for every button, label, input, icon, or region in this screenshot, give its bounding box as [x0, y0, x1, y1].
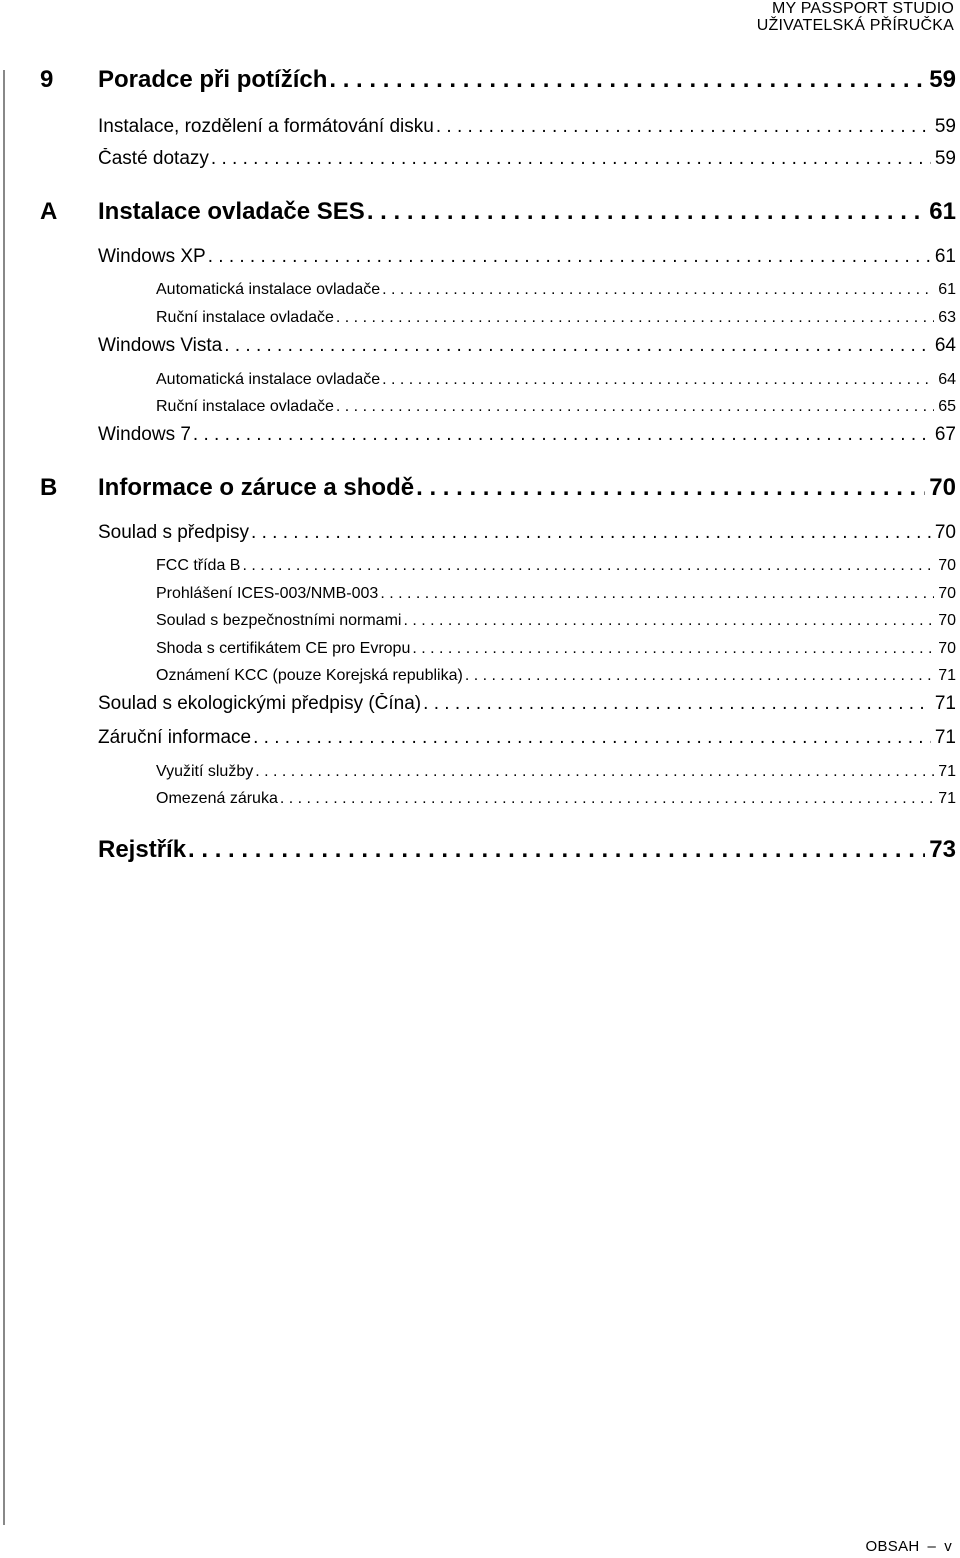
- toc-page-number: 70: [938, 612, 956, 629]
- toc-entry-title: Využití služby: [156, 763, 254, 780]
- toc-page-number: 70: [938, 640, 956, 657]
- toc-entry[interactable]: [98, 693, 956, 717]
- toc-page-number: 67: [934, 424, 956, 445]
- toc-subentry[interactable]: [156, 763, 956, 783]
- toc-entry-title: Windows 7: [98, 424, 191, 445]
- toc-entry-title: Soulad s bezpečnostními normami: [156, 612, 402, 629]
- dot-leader: [280, 790, 934, 808]
- dot-leader: [255, 763, 934, 781]
- dot-leader: [336, 309, 934, 327]
- toc-entry-title: Shoda s certifikátem CE pro Evropu: [156, 640, 411, 657]
- toc-page-number: 63: [938, 309, 956, 326]
- dot-leader: [465, 667, 934, 685]
- toc-chapter[interactable]: [40, 66, 956, 96]
- page-footer: [866, 1538, 952, 1555]
- toc-page-number: 73: [929, 836, 956, 863]
- toc-page-number: 70: [938, 585, 956, 602]
- toc-subentry[interactable]: [156, 371, 956, 391]
- toc-chapter[interactable]: [40, 474, 956, 504]
- toc-entry[interactable]: [98, 424, 956, 448]
- toc-entry-title: Instalace, rozdělení a formátování disku: [98, 116, 434, 137]
- toc-entry-title: Instalace ovladače SES: [98, 198, 365, 225]
- toc-subentry[interactable]: [156, 612, 956, 632]
- dot-leader: [436, 116, 931, 138]
- toc-entry-title: Automatická instalace ovladače: [156, 281, 381, 298]
- toc-page-number: 64: [938, 371, 956, 388]
- dot-leader: [380, 585, 934, 603]
- dot-leader: [224, 335, 931, 357]
- toc-page-number: 71: [934, 693, 956, 714]
- toc-page-number: 61: [929, 198, 956, 225]
- dot-leader: [416, 474, 925, 502]
- dot-leader: [188, 836, 925, 864]
- toc-entry[interactable]: [98, 148, 956, 172]
- dot-leader: [253, 727, 931, 749]
- toc-subentry[interactable]: [156, 640, 956, 660]
- toc-entry-title: FCC třída B: [156, 557, 241, 574]
- toc-entry-title: Záruční informace: [98, 727, 252, 748]
- toc-entry-title: Prohlášení ICES-003/NMB-003: [156, 585, 379, 602]
- toc-page-number: 71: [938, 763, 956, 780]
- dot-leader: [251, 522, 931, 544]
- toc-entry-title: Časté dotazy: [98, 148, 209, 169]
- toc-entry[interactable]: [98, 246, 956, 270]
- dot-leader: [242, 557, 934, 575]
- toc-chapter-number: B: [40, 474, 58, 501]
- footer-section: OBSAH: [865, 1538, 920, 1555]
- toc-entry-title: Ruční instalace ovladače: [156, 309, 334, 326]
- dot-leader: [367, 198, 925, 226]
- toc-entry-title: Poradce při potížích: [98, 66, 328, 93]
- document-header: [757, 0, 954, 34]
- toc-page-number: 59: [934, 148, 956, 169]
- toc-entry-title: Automatická instalace ovladače: [156, 371, 381, 388]
- dot-leader: [382, 371, 934, 389]
- toc-page-number: 61: [934, 246, 956, 267]
- toc-page-number: 64: [934, 335, 956, 356]
- toc-page-number: 61: [938, 281, 956, 298]
- dot-leader: [403, 612, 934, 630]
- toc-page-number: 70: [929, 474, 956, 501]
- toc-entry-title: Rejstřík: [98, 836, 187, 863]
- toc-entry-title: Soulad s předpisy: [98, 522, 250, 543]
- product-name: MY PASSPORT STUDIO: [771, 0, 954, 17]
- dot-leader: [336, 398, 934, 416]
- manual-name: UŽIVATELSKÁ PŘÍRUČKA: [756, 17, 954, 34]
- toc-subentry[interactable]: [156, 667, 956, 687]
- toc-subentry[interactable]: [156, 281, 956, 301]
- toc-entry-title: Soulad s ekologickými předpisy (Čína): [98, 693, 422, 714]
- dot-leader: [329, 66, 925, 94]
- left-margin-rule: [3, 70, 5, 1525]
- toc-subentry[interactable]: [156, 585, 956, 605]
- toc-page-number: 70: [938, 557, 956, 574]
- toc-entry[interactable]: [98, 335, 956, 359]
- dot-leader: [412, 640, 934, 658]
- dot-leader: [208, 246, 931, 268]
- toc-page-number: 70: [934, 522, 956, 543]
- toc-entry[interactable]: [98, 116, 956, 140]
- toc-subentry[interactable]: [156, 557, 956, 577]
- toc-chapter[interactable]: [98, 836, 956, 866]
- dot-leader: [211, 148, 931, 170]
- footer-page-number: v: [944, 1538, 952, 1555]
- footer-separator: –: [927, 1538, 937, 1555]
- toc-subentry[interactable]: [156, 790, 956, 810]
- toc-page-number: 59: [934, 116, 956, 137]
- toc-page-number: 71: [938, 667, 956, 684]
- toc-entry-title: Windows XP: [98, 246, 206, 267]
- toc-entry-title: Oznámení KCC (pouze Korejská republika): [156, 667, 463, 684]
- dot-leader: [423, 693, 931, 715]
- toc-entry[interactable]: [98, 522, 956, 546]
- toc-entry-title: Omezená záruka: [156, 790, 278, 807]
- dot-leader: [193, 424, 931, 446]
- toc-subentry[interactable]: [156, 309, 956, 329]
- toc-page-number: 65: [938, 398, 956, 415]
- toc-page-number: 71: [938, 790, 956, 807]
- dot-leader: [382, 281, 934, 299]
- toc-chapter[interactable]: [40, 198, 956, 228]
- toc-entry-title: Windows Vista: [98, 335, 223, 356]
- toc-entry[interactable]: [98, 727, 956, 751]
- toc-entry-title: Ruční instalace ovladače: [156, 398, 334, 415]
- toc-page-number: 71: [934, 727, 956, 748]
- toc-subentry[interactable]: [156, 398, 956, 418]
- toc-chapter-number: A: [40, 198, 58, 225]
- toc-chapter-number: 9: [40, 66, 54, 93]
- toc-page-number: 59: [929, 66, 956, 93]
- toc-entry-title: Informace o záruce a shodě: [98, 474, 415, 501]
